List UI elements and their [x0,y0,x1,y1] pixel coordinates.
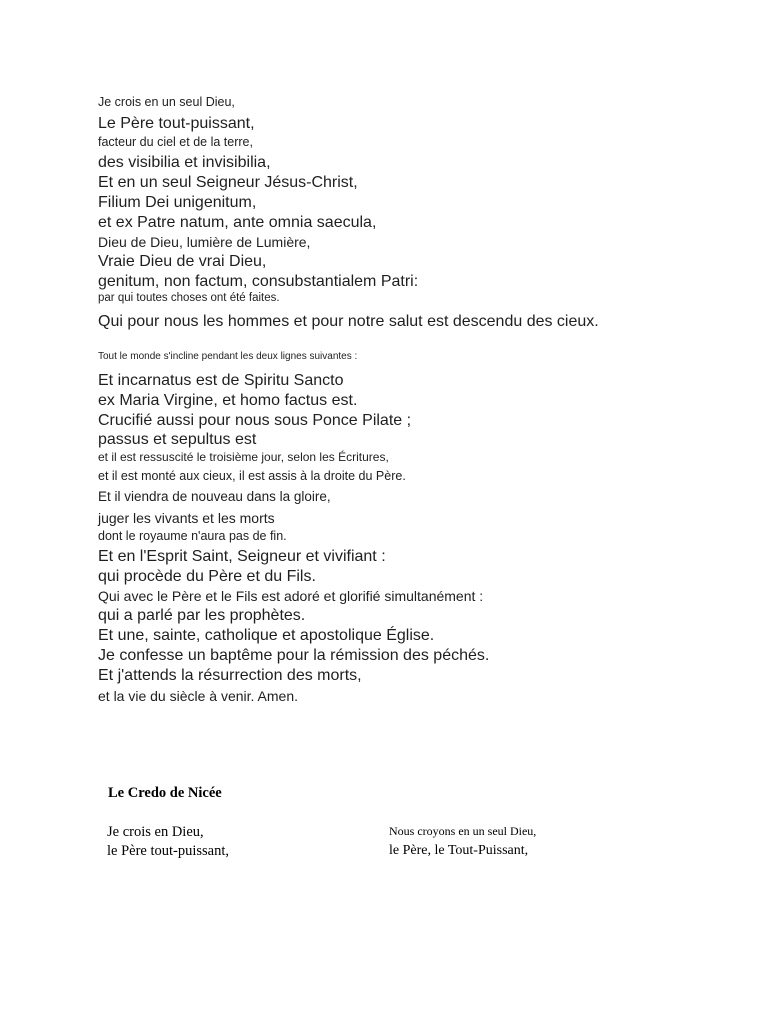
prayer-line: Et j'attends la résurrection des morts, [98,667,362,684]
prayer-line: Dieu de Dieu, lumière de Lumière, [98,234,311,250]
prayer-line: qui procède du Père et du Fils. [98,568,316,585]
prayer-line: facteur du ciel et de la terre, [98,135,253,149]
prayer-line: par qui toutes choses ont été faites. [98,292,280,304]
prayer-line: Vraie Dieu de vrai Dieu, [98,253,267,270]
prayer-line: Je confesse un baptême pour la rémission des péchés. [98,647,490,664]
prayer-line: Filium Dei unigenitum, [98,194,257,211]
prayer-line: Le Père tout-puissant, [98,115,255,132]
prayer-line: genitum, non factum, consubstantialem Patri: [98,273,419,290]
prayer-line: Et incarnatus est de Spiritu Sancto [98,372,344,389]
prayer-line: Je crois en un seul Dieu, [98,95,235,109]
prayer-line: Crucifié aussi pour nous sous Ponce Pilate ; [98,412,412,429]
prayer-line: ex Maria Virgine, et homo factus est. [98,392,358,409]
prayer-line: Qui avec le Père et le Fils est adoré et glorifié simultanément : [98,588,484,604]
prayer-line: Et une, sainte, catholique et apostolique Église. [98,627,435,644]
prayer-line: qui a parlé par les prophètes. [98,607,306,624]
prayer-line: Qui pour nous les hommes et pour notre salut est descendu des cieux. [98,313,599,330]
credo-title: Le Credo de Nicée [108,785,222,801]
prayer-line: juger les vivants et les morts [98,510,275,526]
prayer-line: Et en l'Esprit Saint, Seigneur et vivifiant : [98,548,386,565]
prayer-line: et ex Patre natum, ante omnia saecula, [98,214,377,231]
prayer-line: des visibilia et invisibilia, [98,154,271,171]
prayer-line: dont le royaume n'aura pas de fin. [98,529,287,543]
credo-left-line: Je crois en Dieu, [107,824,204,840]
prayer-line: et il est monté aux cieux, il est assis à la droite du Père. [98,469,406,483]
prayer-line: Et il viendra de nouveau dans la gloire, [98,489,331,504]
prayer-line: et il est ressuscité le troisième jour, selon les Écritures, [98,450,389,464]
credo-left-line: le Père tout-puissant, [107,843,230,859]
prayer-note: Tout le monde s'incline pendant les deux lignes suivantes : [98,351,358,362]
prayer-line: Et en un seul Seigneur Jésus-Christ, [98,174,358,191]
prayer-line: passus et sepultus est [98,431,257,448]
credo-right-line: le Père, le Tout-Puissant, [389,843,529,858]
credo-right-line: Nous croyons en un seul Dieu, [389,824,537,838]
prayer-line: et la vie du siècle à venir. Amen. [98,688,298,704]
